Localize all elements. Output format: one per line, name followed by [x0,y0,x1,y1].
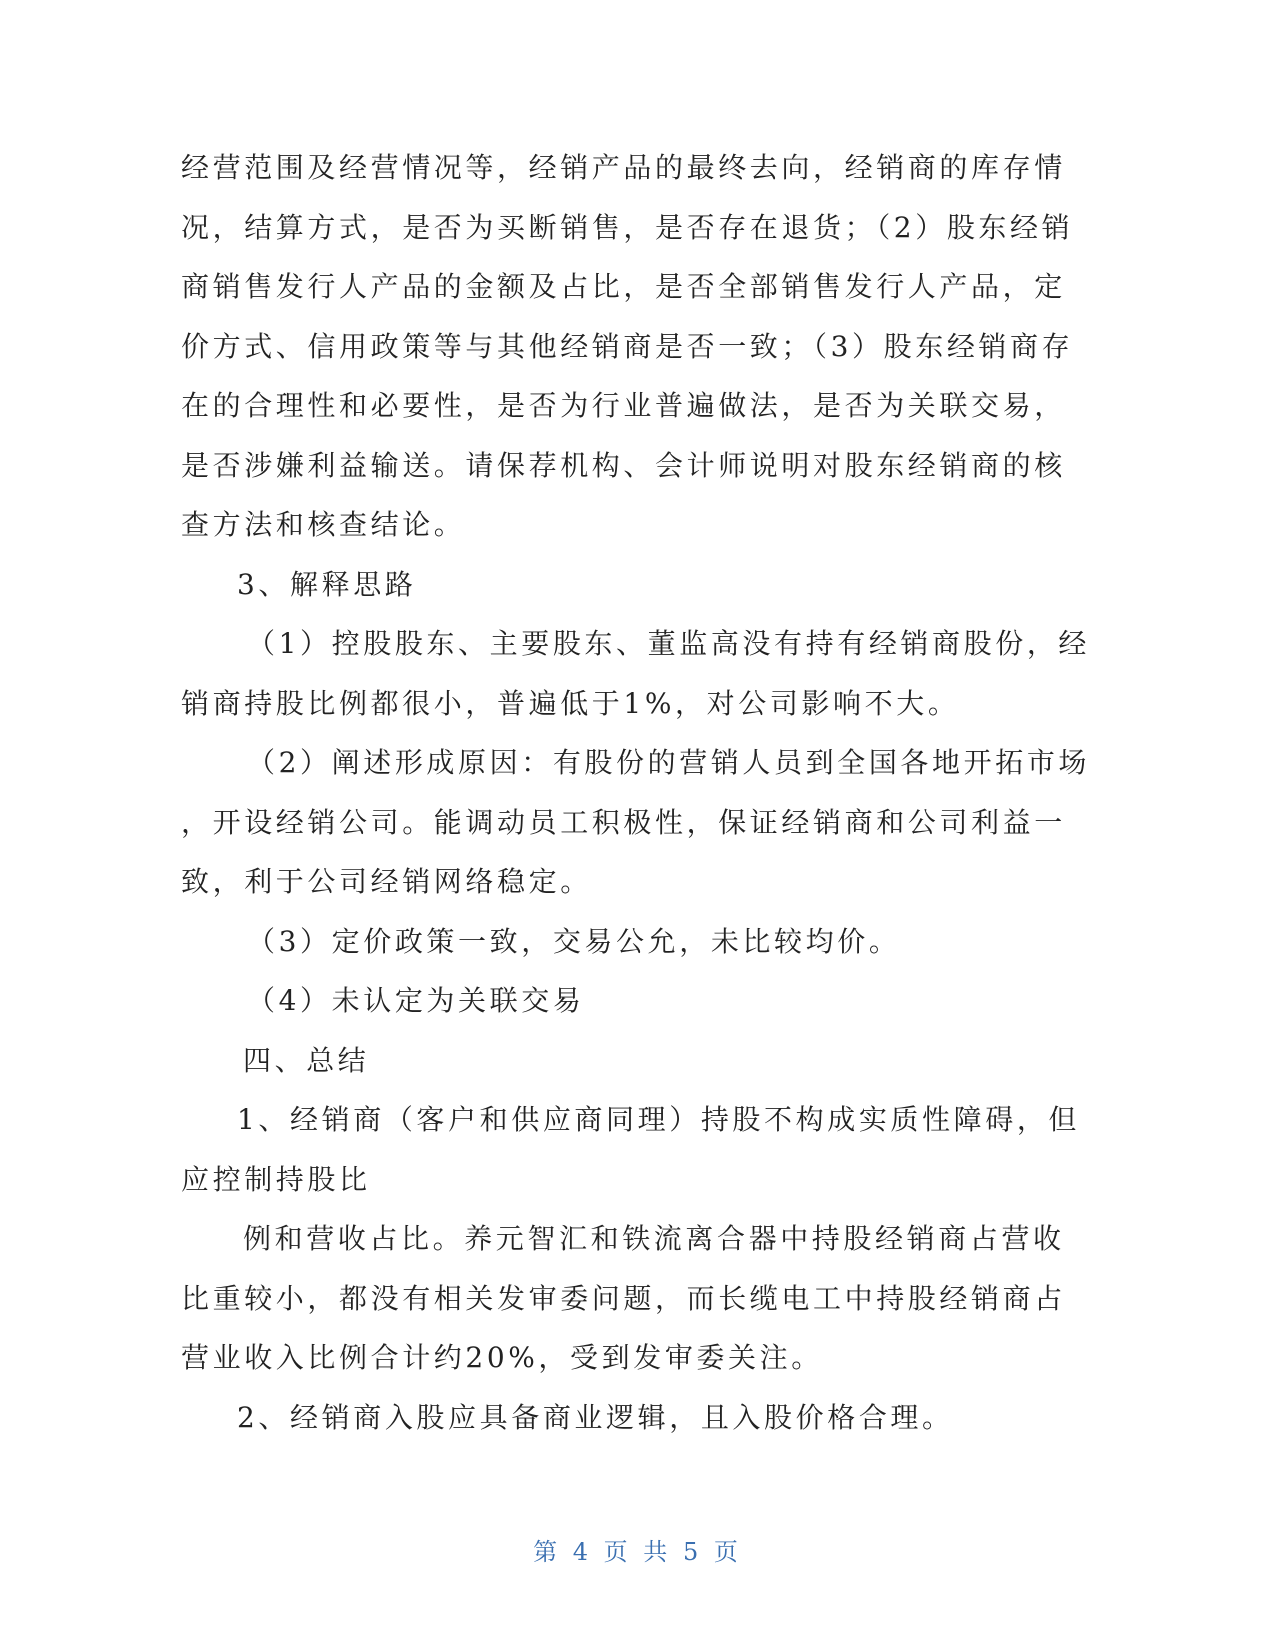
text-line: （1）控股股东、主要股东、董监高没有持有经销商股份，经 [247,627,1091,660]
text-line: ，开设经销公司。能调动员工积极性，保证经销商和公司利益一 [181,805,1066,839]
text-line: 商销售发行人产品的金额及占比，是否全部销售发行人产品，定 [181,270,1066,303]
text-line: 在的合理性和必要性，是否为行业普遍做法，是否为关联交易， [181,389,1066,422]
text-line: 价方式、信用政策等与其他经销商是否一致；（3）股东经销商存 [181,329,1074,363]
text-line: 经营范围及经营情况等，经销产品的最终去向，经销商的库存情 [181,151,1066,184]
text-line: 2、经销商入股应具备商业逻辑，且入股价格合理。 [237,1400,954,1434]
text-line: 例和营收占比。养元智汇和铁流离合器中持股经销商占营收 [243,1222,1065,1255]
text-line: （4）未认定为关联交易 [247,984,585,1017]
page-footer: 第 4 页 共 5 页 [533,1538,742,1566]
text-line: 销商持股比例都很小，普遍低于1%，对公司影响不大。 [181,686,960,720]
text-line: （2）阐述形成原因：有股份的营销人员到全国各地开拓市场 [247,746,1091,779]
text-line: 是否涉嫌利益输送。请保荐机构、会计师说明对股东经销商的核 [181,448,1066,482]
document-body [181,138,1091,1447]
text-line: 营业收入比例合计约20%，受到发审委关注。 [181,1341,823,1374]
text-line: 致，利于公司经销网络稳定。 [181,865,592,898]
text-line: （3）定价政策一致，交易公允，未比较均价。 [247,924,901,958]
text-line: 比重较小，都没有相关发审委问题，而长缆电工中持股经销商占 [181,1281,1066,1315]
section-heading: 3、解释思路 [237,567,417,601]
text-line: 查方法和核查结论。 [181,508,466,541]
text-line: 应控制持股比 [181,1162,371,1196]
text-line: 1、经销商（客户和供应商同理）持股不构成实质性障碍，但 [237,1103,1081,1136]
section-heading: 四、总结 [243,1043,370,1077]
text-line: 况，结算方式，是否为买断销售，是否存在退货；（2）股东经销 [181,210,1074,244]
